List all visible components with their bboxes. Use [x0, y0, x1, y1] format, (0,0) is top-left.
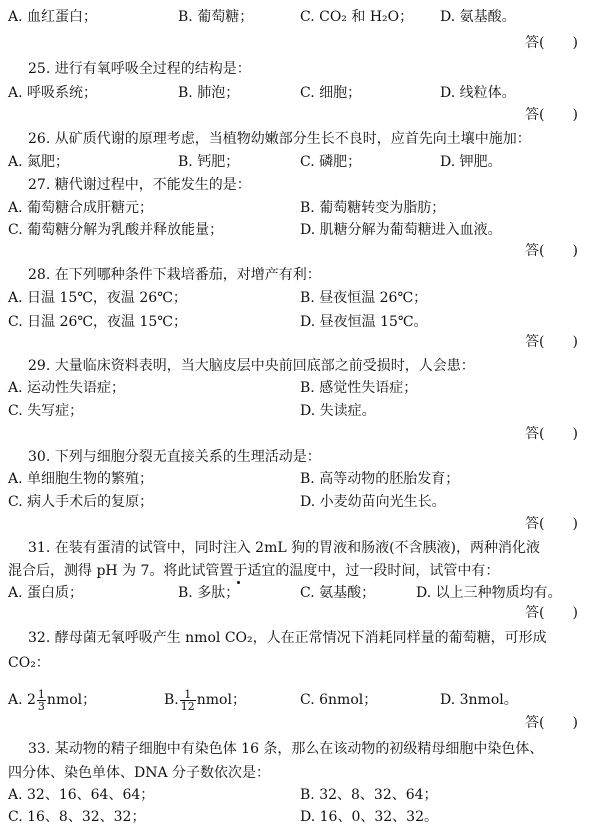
q28-answer-row: [0, 331, 600, 353]
q24-option-c[interactable]: C. CO₂ 和 H₂O；: [300, 9, 414, 25]
q27-options-row-2: [0, 219, 600, 241]
q32-option-b-suffix: nmol；: [196, 692, 246, 708]
q24-options-row: [0, 6, 600, 28]
q29-options-row-1: [0, 377, 600, 399]
q30-option-d[interactable]: D. 小麦幼苗向光生长。: [300, 494, 446, 510]
q25-options-row: [0, 82, 600, 104]
q27-stem-text: 27. 糖代谢过程中，不能发生的是：: [28, 177, 251, 193]
q31-answer-box[interactable]: 答( ): [525, 605, 578, 621]
q27-answer-box[interactable]: 答( ): [525, 243, 578, 259]
q32-stem-line-2: [0, 652, 600, 674]
q33-stem-line-2: [0, 762, 600, 784]
q25-answer-box[interactable]: 答( ): [525, 107, 578, 123]
q29-option-b[interactable]: B. 感觉性失语症；: [300, 380, 418, 396]
q32-stem-text-2: CO₂：: [8, 655, 50, 671]
q27-option-a[interactable]: A. 葡萄糖合成肝糖元；: [8, 200, 154, 216]
q32-option-b-prefix: B.: [164, 692, 179, 708]
q28-options-row-1: [0, 287, 600, 309]
q32-option-a-numerator: 1: [37, 687, 45, 701]
q27-option-c[interactable]: C. 葡萄糖分解为乳酸并释放能量；: [8, 222, 224, 238]
q33-option-c[interactable]: C. 16、8、32、32；: [8, 809, 146, 825]
q26-options-row: [0, 151, 600, 173]
q32-option-d[interactable]: D. 3nmol。: [440, 692, 518, 708]
q25-stem: [0, 58, 600, 80]
q24-option-b[interactable]: B. 葡萄糖；: [178, 9, 254, 25]
q30-option-b[interactable]: B. 高等动物的胚胎发育；: [300, 471, 460, 487]
q24-answer-box[interactable]: 答( ): [525, 35, 578, 51]
q32-option-a-fraction: [37, 689, 46, 712]
q29-stem-text: 29. 大量临床资料表明，当大脑皮层中央前回底部之前受损时，人会患：: [28, 358, 475, 374]
q32-option-b[interactable]: [164, 685, 246, 715]
q27-answer-row: [0, 240, 600, 262]
q31-option-a[interactable]: A. 蛋白质；: [8, 585, 84, 601]
q32-option-b-denominator: 12: [180, 699, 195, 713]
q30-answer-box[interactable]: 答( ): [525, 516, 578, 532]
q31-stem-text-1: 31. 在装有蛋清的试管中，同时注入 2mL 狗的胃液和肠液(不含胰液)，两种消化液: [28, 540, 541, 556]
q30-option-a[interactable]: A. 单细胞生物的繁殖；: [8, 471, 154, 487]
q32-option-a-suffix: nmol；: [46, 692, 97, 708]
q33-stem-line-1: [0, 738, 600, 760]
q25-stem-text: 25. 进行有氧呼吸全过程的结构是：: [28, 61, 251, 77]
q25-answer-row: [0, 104, 600, 126]
q29-options-row-2: [0, 400, 600, 422]
q33-stem-text-1: 33. 某动物的精子细胞中有染色体 16 条，那么在该动物的初级精母细胞中染色体、: [28, 741, 544, 757]
q26-option-b[interactable]: B. 钙肥；: [178, 154, 240, 170]
q31-stem-line-1: [0, 537, 600, 559]
q27-options-row-1: [0, 197, 600, 219]
q33-options-row-2: [0, 806, 600, 828]
q29-option-c[interactable]: C. 失写症；: [8, 403, 84, 419]
q33-stem-text-2: 四分体、染色单体、DNA 分子数依次是：: [8, 765, 271, 781]
q28-stem-text: 28. 在下列哪种条件下栽培番茄，对增产有利：: [28, 267, 321, 283]
q25-option-d[interactable]: D. 线粒体。: [440, 85, 516, 101]
q30-stem: [0, 446, 600, 468]
q32-option-b-fraction: [180, 689, 196, 712]
q24-answer-row: [0, 32, 600, 54]
q26-stem-text: 26. 从矿质代谢的原理考虑，当植物幼嫩部分生长不良时，应首先向土壤中施加：: [28, 131, 531, 147]
q31-option-d[interactable]: D. 以上三种物质均有。: [416, 585, 562, 601]
q29-option-d[interactable]: D. 失读症。: [300, 403, 376, 419]
q32-option-a[interactable]: [8, 685, 96, 715]
q30-option-c[interactable]: C. 病人手术后的复原；: [8, 494, 154, 510]
q31-options-row: [0, 582, 600, 604]
q33-option-d[interactable]: D. 16、0、32、32。: [300, 809, 438, 825]
q33-option-a[interactable]: A. 32、16、64、64；: [8, 787, 155, 803]
q30-options-row-1: [0, 468, 600, 490]
q28-option-a[interactable]: A. 日温 15℃，夜温 26℃；: [8, 290, 187, 306]
q28-answer-box[interactable]: 答( ): [525, 334, 578, 350]
q28-option-c[interactable]: C. 日温 26℃，夜温 15℃；: [8, 314, 187, 330]
q30-stem-text: 30. 下列与细胞分裂无直接关系的生理活动是：: [28, 449, 321, 465]
q32-option-a-denominator: 3: [37, 699, 45, 713]
q33-options-row-1: [0, 784, 600, 806]
q27-stem: [0, 174, 600, 196]
q31-stem-line-2: [0, 560, 600, 582]
q24-option-a[interactable]: A. 血红蛋白；: [8, 9, 98, 25]
q25-option-c[interactable]: C. 细胞；: [300, 85, 362, 101]
q29-stem: [0, 355, 600, 377]
q27-option-b[interactable]: B. 葡萄糖转变为脂肪；: [300, 200, 446, 216]
q24-option-d[interactable]: D. 氨基酸。: [440, 9, 516, 25]
q29-option-a[interactable]: A. 运动性失语症；: [8, 380, 126, 396]
q28-option-d[interactable]: D. 昼夜恒温 15℃。: [300, 314, 428, 330]
q31-option-b[interactable]: B. 多肽；: [178, 585, 240, 601]
q29-answer-row: [0, 423, 600, 445]
q30-answer-row: [0, 513, 600, 535]
q32-option-c[interactable]: C. 6nmol；: [300, 692, 378, 708]
q33-option-b[interactable]: B. 32、8、32、64；: [300, 787, 438, 803]
q31-option-c[interactable]: C. 氨基酸；: [300, 585, 376, 601]
q26-stem: [0, 128, 600, 150]
q25-option-b[interactable]: B. 肺泡；: [178, 85, 240, 101]
q31-answer-row: [0, 602, 600, 624]
q26-option-a[interactable]: A. 氮肥；: [8, 154, 70, 170]
q32-option-a-prefix: A. 2: [8, 692, 36, 708]
q26-option-c[interactable]: C. 磷肥；: [300, 154, 362, 170]
q25-option-a[interactable]: A. 呼吸系统；: [8, 85, 98, 101]
q30-options-row-2: [0, 491, 600, 513]
q26-option-d[interactable]: D. 钾肥。: [440, 154, 502, 170]
q32-options-row: [0, 685, 600, 715]
q28-options-row-2: [0, 311, 600, 333]
q29-answer-box[interactable]: 答( ): [525, 426, 578, 442]
q32-stem-text-1: 32. 酵母菌无氧呼吸产生 nmol CO₂，人在正常情况下消耗同样量的葡萄糖，可形成: [28, 630, 547, 646]
q31-stem-text-2: 混合后，测得 pH 为 7。将此试管置于适宜的温度中，过一段时间，试管中有：: [8, 563, 500, 579]
q32-answer-row: [0, 712, 600, 734]
q28-stem: [0, 264, 600, 286]
q32-option-b-numerator: 1: [180, 689, 196, 701]
q27-option-d[interactable]: D. 肌糖分解为葡萄糖进入血液。: [300, 222, 502, 238]
q32-stem-line-1: [0, 627, 600, 649]
q32-answer-box[interactable]: 答( ): [525, 715, 578, 731]
q28-option-b[interactable]: B. 昼夜恒温 26℃；: [300, 290, 428, 306]
